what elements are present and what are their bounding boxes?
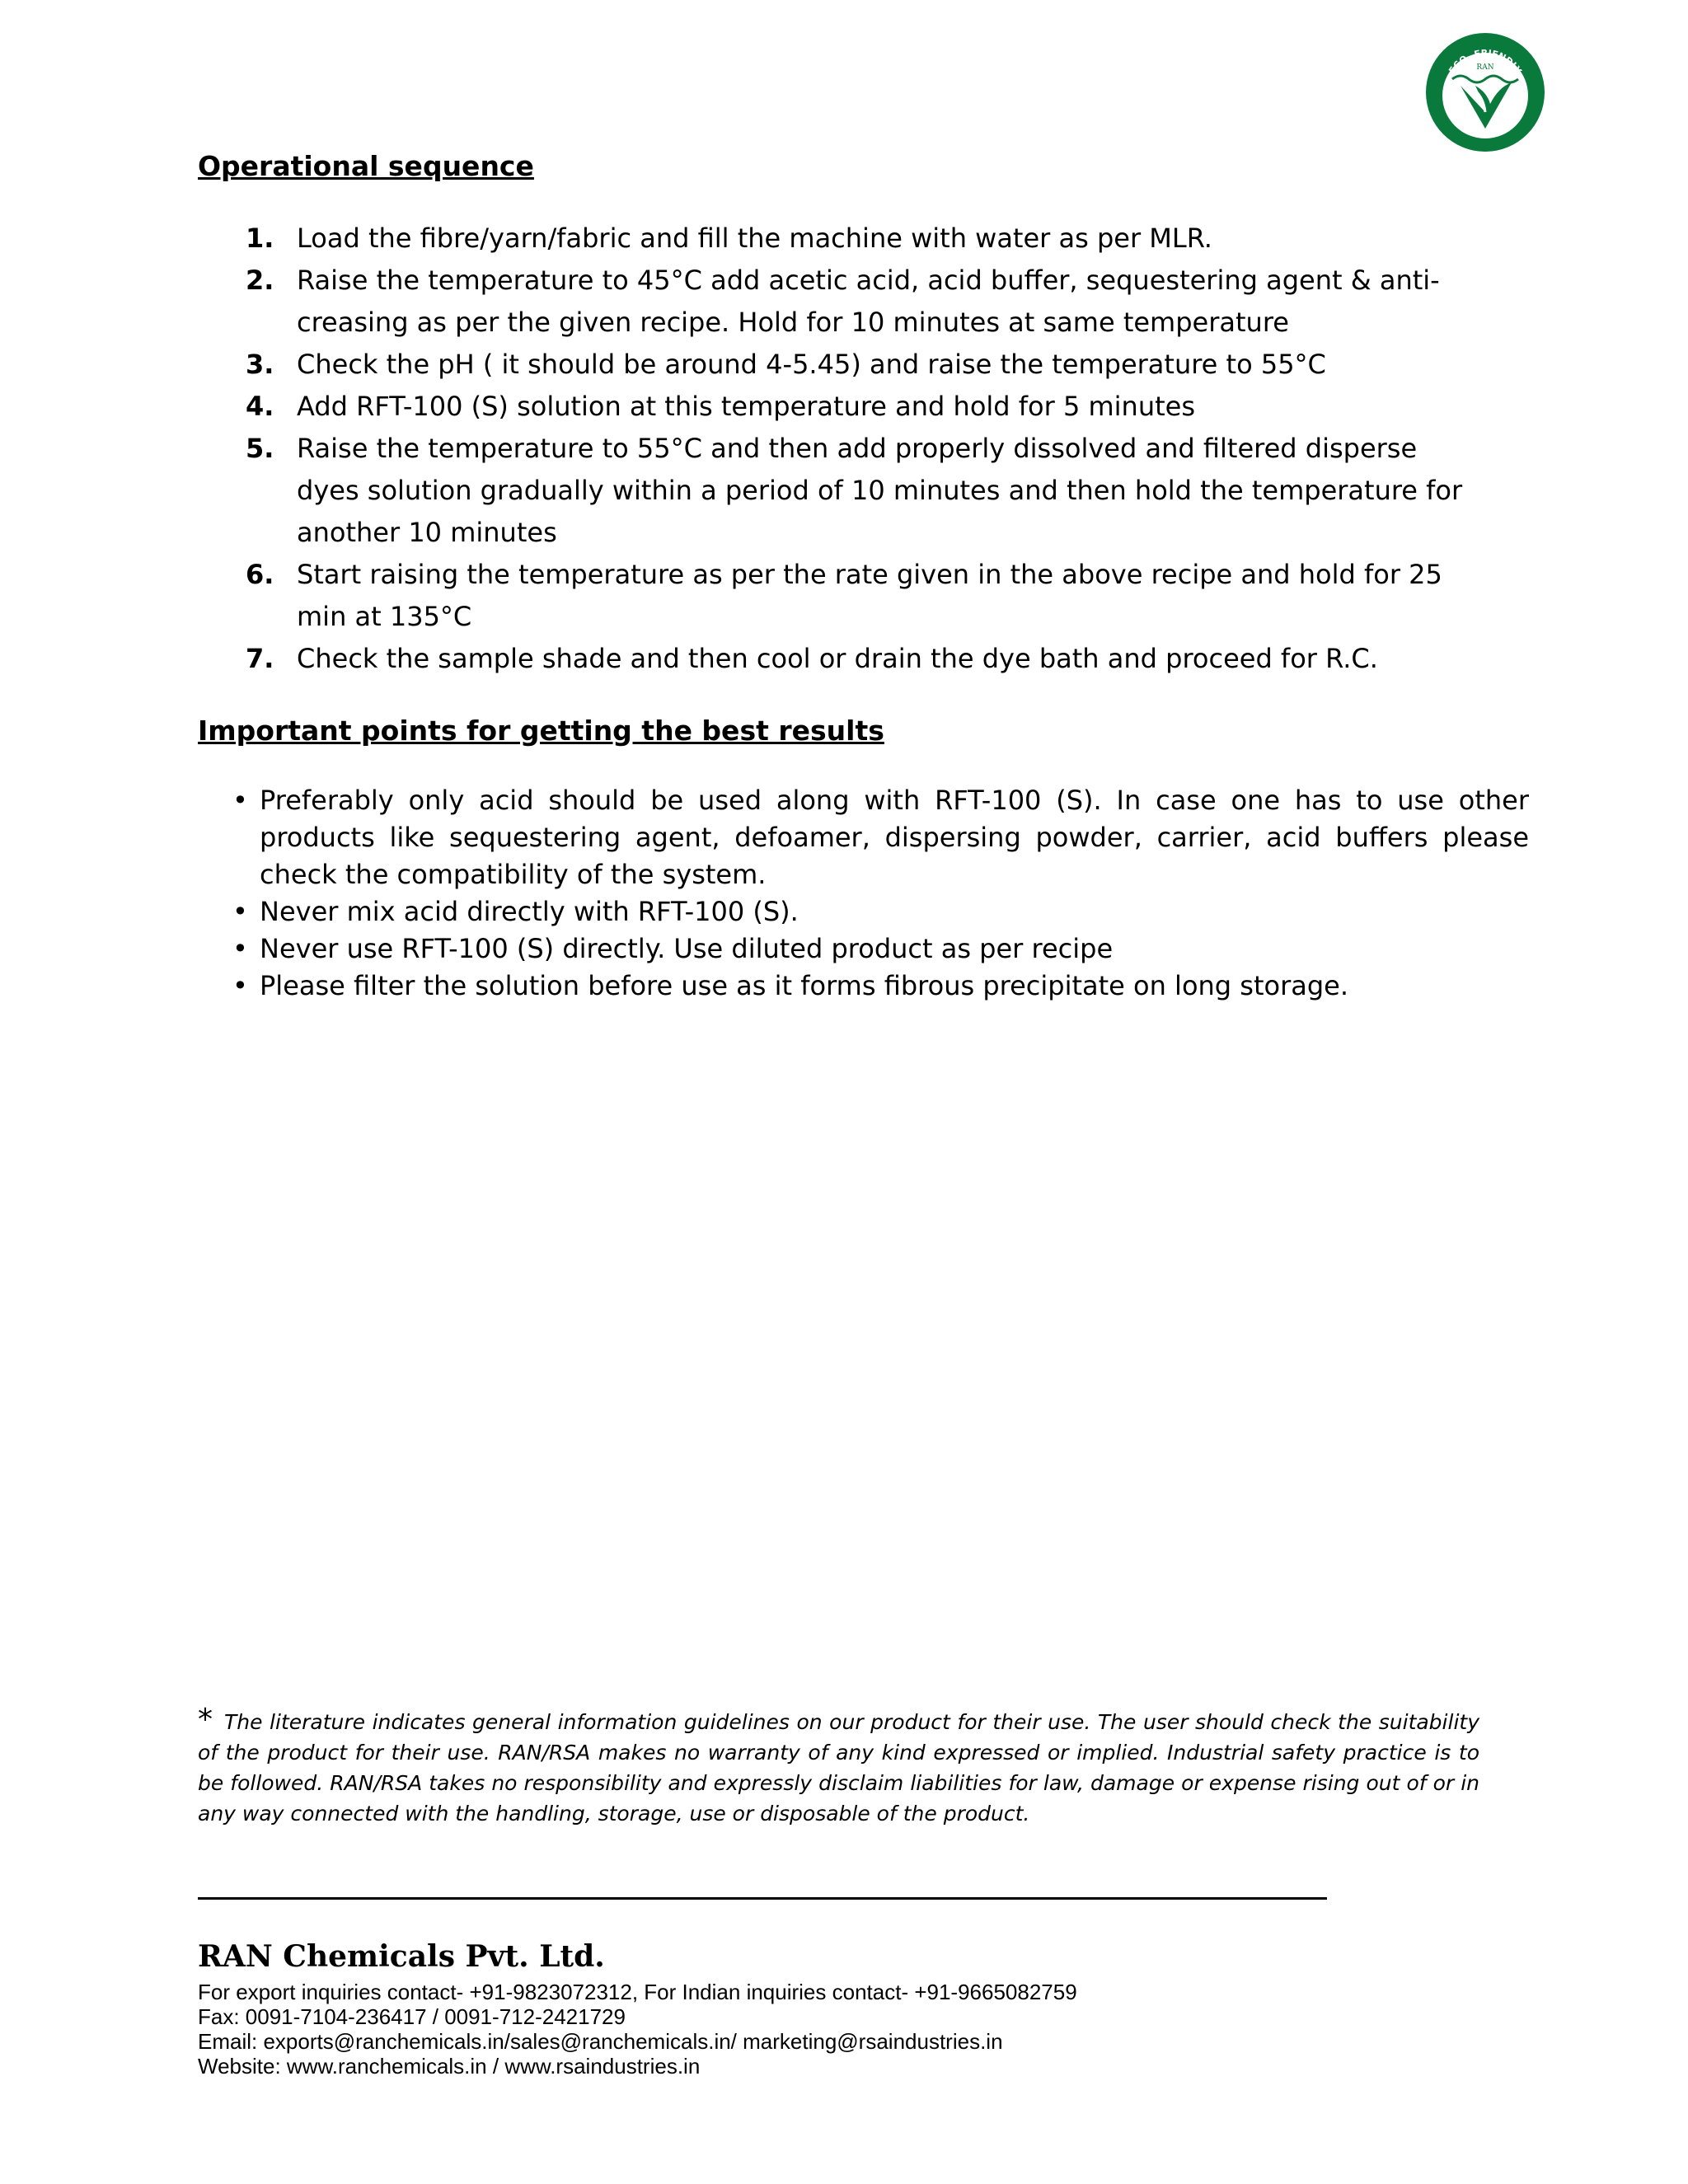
logo-brand-text: RAN [1476,63,1494,72]
important-points-title: Important points for getting the best results [198,715,884,747]
bullet-icon: • [232,785,248,816]
contact-phone-line: For export inquiries contact- +91-9823072312, For Indian inquiries contact- +91-9665082759 [198,1980,1077,2004]
step-item [198,344,1582,386]
step-text: Add RFT-100 (S) solution at this temperature and hold for 5 minutes [297,391,1195,422]
contact-website-line: Website: www.ranchemicals.in / www.rsaindustries.in [198,2054,701,2079]
bullet-icon: • [232,970,248,1001]
contact-fax-line: Fax: 0091-7104-236417 / 0091-712-2421729 [198,2004,626,2029]
step-item [198,554,1467,638]
step-text: Raise the temperature to 55°C and then add properly dissolved and filtered disperse dyes solution gradually within a period of 10 minutes and then hold the temperature for another 10 minutes [297,433,1463,548]
point-item [198,782,1529,893]
bullet-icon: • [232,896,248,927]
step-item [198,428,1467,554]
step-text: Start raising the temperature as per the rate given in the above recipe and hold for 25 min at 135°C [297,559,1442,632]
important-points-list [198,782,1533,1005]
step-number: 2. [246,265,274,296]
company-name: RAN Chemicals Pvt. Ltd. [198,1939,605,1974]
step-number: 3. [246,349,274,380]
logo-ring-text-path: ECO- FRIENDLY [1447,47,1524,76]
point-text: Please filter the solution before use as it forms fibrous precipitate on long storage. [260,970,1349,1001]
eco-friendly-logo [1424,31,1546,153]
step-text: Raise the temperature to 45°C add acetic acid, acid buffer, sequestering agent & anti-creasing as per the given recipe. Hold for 10 minutes at same temperature [297,265,1440,338]
operational-steps-list [198,218,1533,680]
point-item [198,968,1529,1005]
step-text: Check the pH ( it should be around 4-5.45) and raise the temperature to 55°C [297,349,1326,380]
point-text: Never mix acid directly with RFT-100 (S). [260,896,799,927]
point-text: Never use RFT-100 (S) directly. Use diluted product as per recipe [260,933,1114,964]
footer-divider [198,1897,1327,1900]
disclaimer-asterisk: * [198,1703,213,1736]
step-item [198,638,1582,680]
disclaimer-text: The literature indicates general information guidelines on our product for their use. The user should check the suitability of the product for their use. RAN/RSA makes no warranty of any kind expressed or implied. Industrial safety practice is to be followed. RAN/RSA takes no responsibility and expressly disclaim liabilities for law, damage or expense rising out of or in any way connected with the handling, storage, use or disposable of the product. [198,1710,1479,1825]
step-number: 6. [246,559,274,590]
step-number: 7. [246,643,274,674]
step-number: 1. [246,223,274,254]
step-number: 4. [246,391,274,422]
contact-email-line: Email: exports@ranchemicals.in/sales@ranchemicals.in/ marketing@rsaindustries.in [198,2029,1003,2054]
step-item [198,260,1517,344]
step-item [198,386,1582,428]
step-text: Load the fibre/yarn/fabric and fill the machine with water as per MLR. [297,223,1212,254]
step-number: 5. [246,433,274,464]
point-text: Preferably only acid should be used along with RFT-100 (S). In case one has to use other products like sequestering agent, defoamer, dispersing powder, carrier, acid buffers please check the compatibility of the system. [260,785,1529,890]
main-content [198,148,1533,1005]
point-item [198,930,1529,968]
bullet-icon: • [232,933,248,964]
disclaimer [198,1704,1479,1829]
step-text: Check the sample shade and then cool or drain the dye bath and proceed for R.C. [297,643,1378,674]
operational-sequence-title: Operational sequence [198,150,534,182]
step-item [198,218,1582,260]
point-item [198,893,1529,930]
contact-info [198,1980,1077,2079]
